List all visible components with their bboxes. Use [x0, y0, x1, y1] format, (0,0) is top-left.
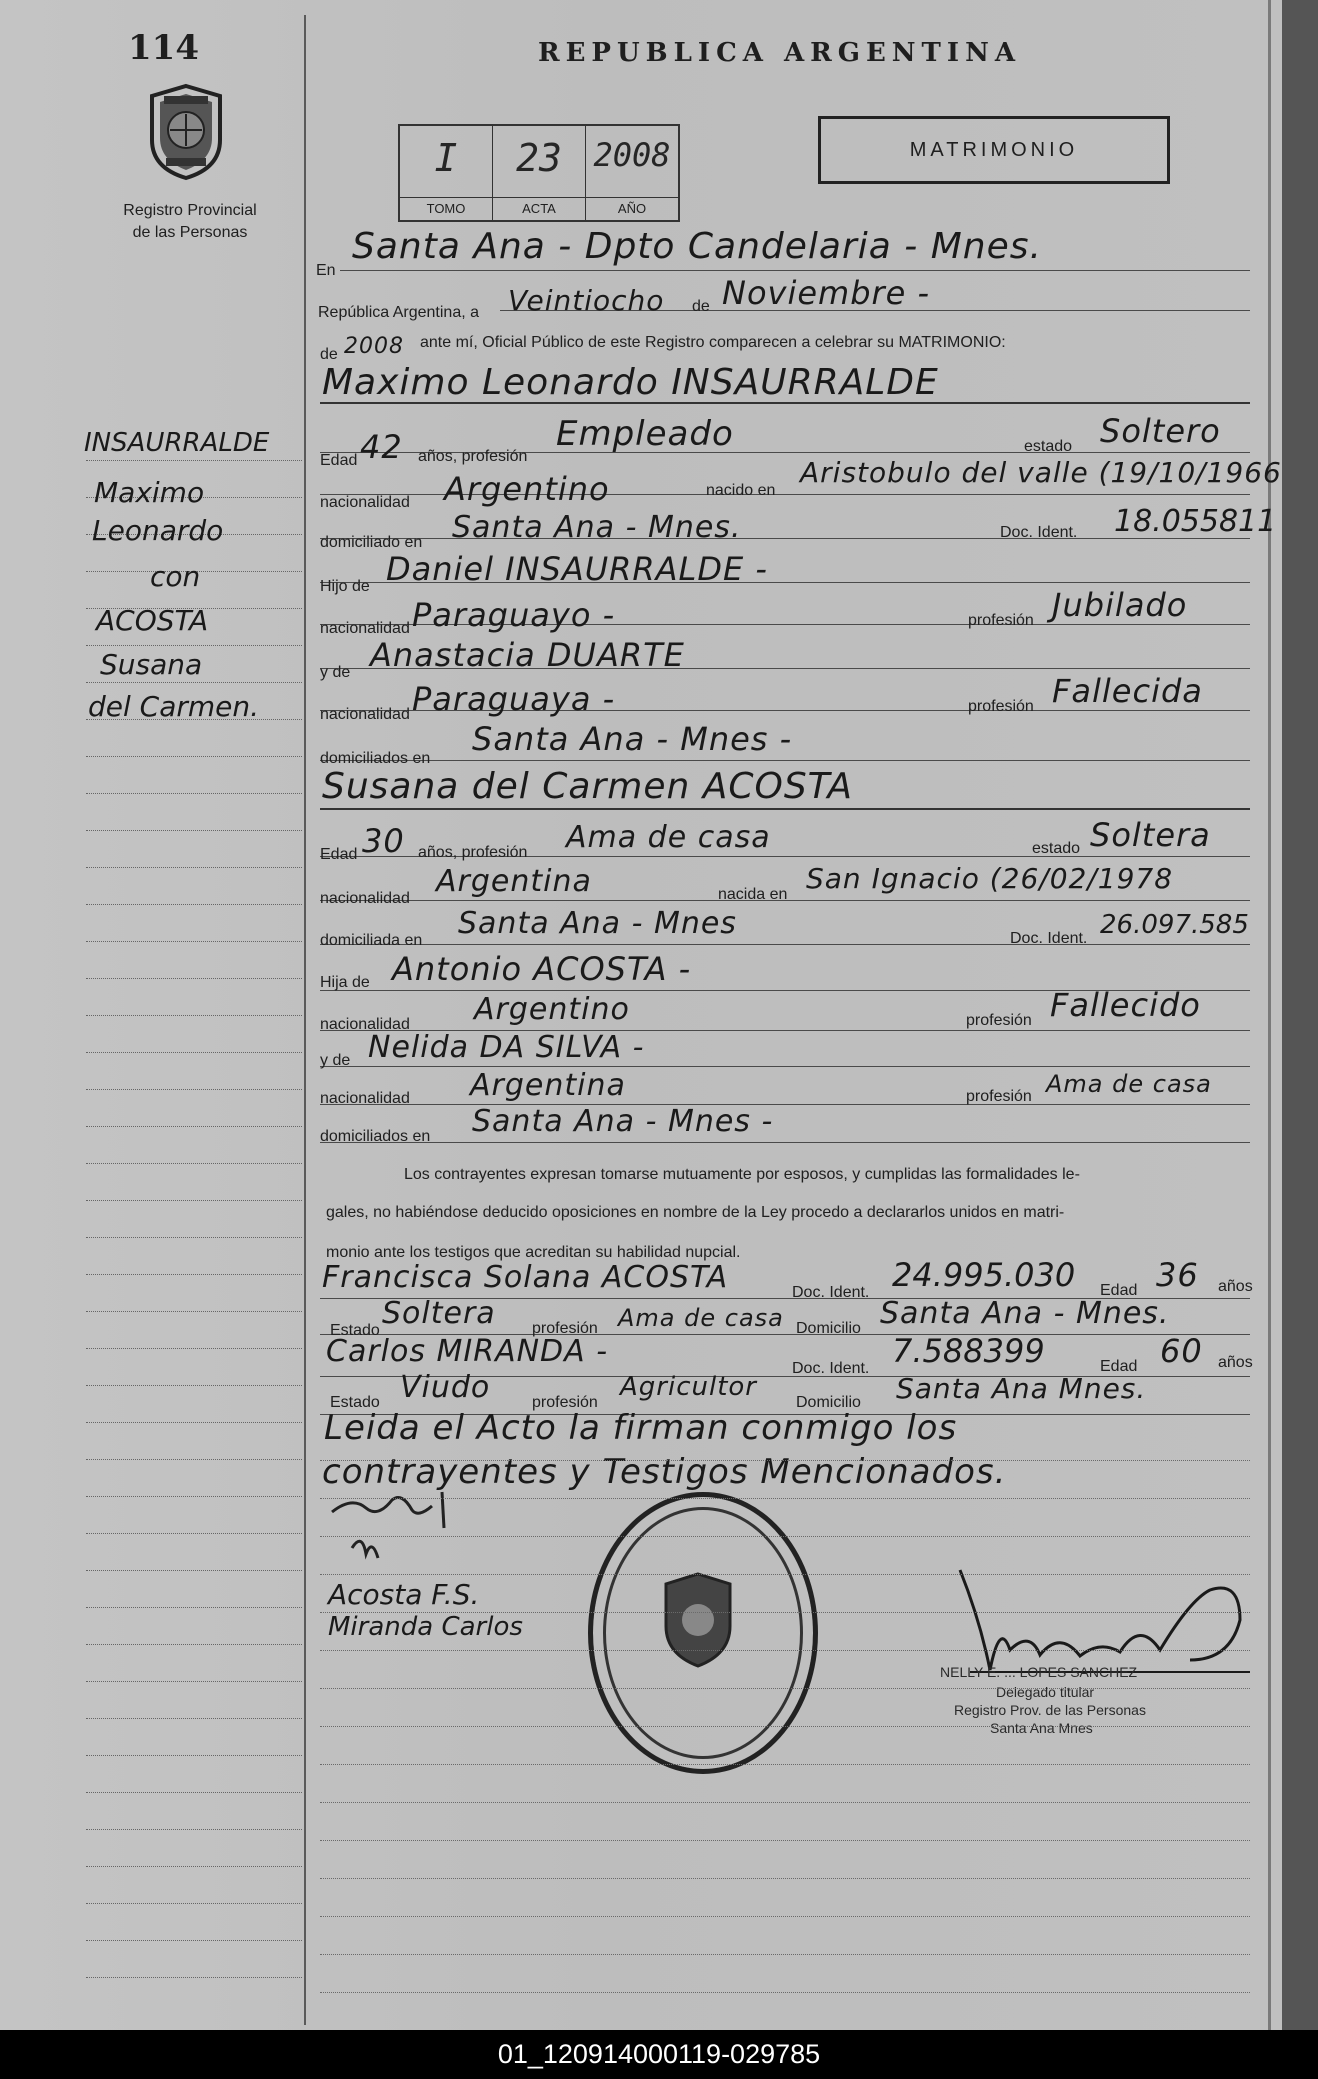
margin-rule — [86, 756, 302, 757]
groom-father-label: Hijo de — [320, 578, 370, 595]
declaration-line-2: gales, no habiéndose deducido oposiciones en nombre de la Ley procedo a declararlos unidos en matri- — [326, 1204, 1065, 1221]
groom-domicile: Santa Ana - Mnes. — [452, 510, 742, 545]
groom-parents-dom-label: domiciliados en — [320, 750, 431, 767]
official-office: Registro Prov. de las Personas — [954, 1702, 1146, 1718]
registry-name: Registro Provincial de las Personas — [123, 202, 257, 241]
margin-rule — [86, 1570, 302, 1571]
signature-acosta: Acosta F.S. — [328, 1578, 480, 1611]
signature-miranda: Miranda Carlos — [328, 1612, 523, 1642]
margin-rule — [86, 867, 302, 868]
acta-box: 23 ACTA — [493, 126, 586, 220]
groom-doc-label: Doc. Ident. — [1000, 524, 1078, 541]
margin-name1: Maximo — [94, 476, 205, 509]
rule-place — [340, 270, 1250, 271]
margin-rule — [86, 1607, 302, 1608]
witness1-doc-label: Doc. Ident. — [792, 1284, 870, 1301]
bride-father-label: Hija de — [320, 974, 370, 991]
margin-rule — [86, 1200, 302, 1201]
witness1-doc: 24.995.030 — [892, 1256, 1076, 1294]
margin-rule — [86, 1126, 302, 1127]
witness2-prof-label: profesión — [532, 1394, 598, 1411]
body-rule — [320, 1536, 1250, 1537]
witness2-doc-label: Doc. Ident. — [792, 1360, 870, 1377]
bride-father: Antonio ACOSTA - — [392, 950, 692, 988]
year-box: 2008 AÑO — [586, 126, 678, 220]
body-rule — [320, 1460, 1250, 1461]
day-value: Veintiocho — [508, 284, 665, 317]
page-edge-line — [1268, 0, 1271, 2030]
body-rule — [320, 1612, 1250, 1613]
groom-father: Daniel INSAURRALDE - — [386, 550, 768, 588]
margin-rule — [86, 1163, 302, 1164]
margin-surname: INSAURRALDE — [84, 428, 270, 458]
margin-rule — [86, 1829, 302, 1830]
bride-estado-label: estado — [1032, 840, 1081, 857]
rule-16 — [320, 1142, 1250, 1143]
groom-father-prof-label: profesión — [968, 612, 1034, 629]
groom-father-nac-label: nacionalidad — [320, 620, 410, 637]
place-value: Santa Ana - Dpto Candelaria - Mnes. — [352, 226, 1042, 267]
misiones-emblem-icon — [144, 82, 228, 182]
groom-parents-dom: Santa Ana - Mnes - — [472, 720, 793, 758]
margin-rule — [86, 1903, 302, 1904]
closing-line-1: Leida el Acto la firman conmigo los — [324, 1408, 958, 1448]
witness1-estado-label: Estado — [330, 1322, 380, 1339]
month-value: Noviembre - — [722, 274, 931, 312]
tomo-box: I TOMO — [400, 126, 493, 220]
margin-rule — [86, 941, 302, 942]
witness1-estado: Soltera — [382, 1296, 496, 1331]
rule-11 — [320, 944, 1250, 945]
bride-nac-label: nacionalidad — [320, 890, 410, 907]
margin-con: con — [150, 560, 201, 593]
rule-8 — [320, 760, 1250, 761]
margin-rule — [86, 1385, 302, 1386]
bride-mother-prof-label: profesión — [966, 1088, 1032, 1105]
bride-birthplace: San Ignacio (26/02/1978 — [806, 862, 1174, 895]
bride-profession: Ama de casa — [566, 820, 771, 855]
body-rule — [320, 1916, 1250, 1917]
date-label: República Argentina, a — [318, 304, 479, 321]
bride-father-nac: Argentino — [474, 992, 630, 1027]
margin-name4: del Carmen. — [88, 690, 260, 723]
groom-dom-label: domiciliado en — [320, 534, 423, 551]
groom-birthplace: Aristobulo del valle (19/10/1966 — [800, 456, 1282, 489]
document-id-bar: 01_120914000119-029785 — [0, 2030, 1318, 2079]
groom-nac-label: nacionalidad — [320, 494, 410, 511]
rule-15 — [320, 1104, 1250, 1105]
groom-doc: 18.055811 — [1114, 504, 1277, 539]
witness2-doc: 7.588399 — [892, 1332, 1045, 1370]
witness1-prof-label: profesión — [532, 1320, 598, 1337]
bride-anos-label: años, profesión — [418, 844, 528, 861]
groom-born-label: nacido en — [706, 482, 776, 499]
witness1-anos-label: años — [1218, 1278, 1253, 1295]
bride-mother: Nelida DA SILVA - — [368, 1030, 645, 1065]
margin-name2: Leonardo — [92, 514, 224, 547]
record-id-boxes — [398, 124, 680, 222]
body-rule — [320, 1878, 1250, 1879]
bride-domicile: Santa Ana - Mnes — [458, 906, 737, 941]
witness2-dom-label: Domicilio — [796, 1394, 861, 1411]
margin-divider — [304, 15, 306, 2025]
body-rule — [320, 1650, 1250, 1651]
seal-emblem-icon — [660, 1570, 736, 1670]
body-rule — [320, 1840, 1250, 1841]
groom-estado-label: estado — [1024, 438, 1073, 455]
body-rule — [320, 1992, 1250, 1993]
witness2-name: Carlos MIRANDA - — [326, 1334, 609, 1369]
bride-doc: 26.097.585 — [1100, 910, 1249, 940]
witness2-profession: Agricultor — [620, 1372, 757, 1402]
record-type-box: MATRIMONIO — [818, 116, 1170, 184]
body-rule — [320, 1802, 1250, 1803]
groom-mother-prof-label: profesión — [968, 698, 1034, 715]
margin-rule — [86, 1274, 302, 1275]
groom-mother-prof: Fallecida — [1052, 672, 1203, 710]
declaration-line-1: Los contrayentes expresan tomarse mutuamente por esposos, y cumplidas las formalidades le- — [404, 1166, 1080, 1183]
margin-rule — [86, 645, 302, 646]
body-rule — [320, 1688, 1250, 1689]
body-rule — [320, 1764, 1250, 1765]
bride-mother-nac: Argentina — [470, 1068, 626, 1103]
groom-nationality: Argentino — [444, 470, 610, 508]
witness2-estado-label: Estado — [330, 1394, 380, 1411]
year-prefix: de — [320, 346, 338, 363]
bride-doc-label: Doc. Ident. — [1010, 930, 1088, 947]
margin-rule — [86, 1940, 302, 1941]
groom-age: 42 — [360, 428, 403, 466]
margin-rule — [86, 1015, 302, 1016]
witness2-domicile: Santa Ana Mnes. — [896, 1372, 1147, 1405]
bride-age: 30 — [362, 822, 405, 860]
groom-mother-nac: Paraguaya - — [412, 680, 616, 718]
groom-estado: Soltero — [1100, 412, 1221, 450]
margin-rule — [86, 1348, 302, 1349]
intro-text: ante mí, Oficial Público de este Registro comparecen a celebrar su MATRIMONIO: — [420, 334, 1006, 351]
groom-profession: Empleado — [556, 414, 734, 454]
bride-mother-prof: Ama de casa — [1046, 1070, 1212, 1098]
page-edge — [1282, 0, 1318, 2030]
margin-rule — [86, 1459, 302, 1460]
bride-name: Susana del Carmen ACOSTA — [322, 766, 853, 807]
bride-age-label: Edad — [320, 846, 358, 863]
groom-father-prof: Jubilado — [1052, 586, 1188, 624]
de-label: de — [692, 298, 710, 315]
witness2-age-label: Edad — [1100, 1358, 1138, 1375]
groom-name: Maximo Leonardo INSAURRALDE — [322, 362, 939, 403]
bride-father-prof: Fallecido — [1050, 986, 1201, 1024]
margin-rule — [86, 1311, 302, 1312]
margin-rule — [86, 1089, 302, 1090]
groom-father-nac: Paraguayo - — [412, 596, 616, 634]
bride-parents-dom-label: domiciliados en — [320, 1128, 431, 1145]
witness1-dom-label: Domicilio — [796, 1320, 861, 1337]
margin-rule — [86, 682, 302, 683]
official-location: Santa Ana Mnes — [990, 1720, 1093, 1736]
witness1-domicile: Santa Ana - Mnes. — [880, 1296, 1170, 1331]
body-rule — [320, 1726, 1250, 1727]
witness1-age-label: Edad — [1100, 1282, 1138, 1299]
bride-parents-dom: Santa Ana - Mnes - — [472, 1104, 774, 1139]
groom-mother-label: y de — [320, 664, 351, 681]
margin-rule — [86, 1644, 302, 1645]
groom-age-label: Edad — [320, 452, 358, 469]
margin-rule — [86, 1422, 302, 1423]
margin-rule — [86, 1533, 302, 1534]
official-name: NELLY E. ... LOPES SANCHEZ — [940, 1664, 1138, 1680]
witness1-profession: Ama de casa — [618, 1304, 784, 1332]
bride-mother-nac-label: nacionalidad — [320, 1090, 410, 1107]
margin-rule — [86, 978, 302, 979]
rule-14 — [320, 1066, 1250, 1067]
closing-line-2: contrayentes y Testigos Mencionados. — [322, 1452, 1007, 1492]
bride-mother-label: y de — [320, 1052, 351, 1069]
margin-rule — [86, 1792, 302, 1793]
margin-name3: Susana — [100, 648, 203, 681]
margin-rule — [86, 1681, 302, 1682]
margin-rule — [86, 904, 302, 905]
year-value: 2008 — [344, 334, 404, 359]
margin-rule — [86, 1718, 302, 1719]
margin-rule — [86, 460, 302, 461]
margin-rule — [86, 1977, 302, 1978]
body-rule — [320, 1498, 1250, 1499]
margin-rule — [86, 1052, 302, 1053]
body-rule — [320, 1574, 1250, 1575]
groom-mother-nac-label: nacionalidad — [320, 706, 410, 723]
official-title: Delegado titular — [996, 1684, 1095, 1700]
body-rule — [320, 1954, 1250, 1955]
witness1-age: 36 — [1156, 1256, 1199, 1294]
margin-rule — [86, 1496, 302, 1497]
country-title: REPUBLICA ARGENTINA — [538, 38, 1022, 68]
contrayente-signature-icon — [322, 1488, 482, 1588]
bride-born-label: nacida en — [718, 886, 788, 903]
bride-estado: Soltera — [1090, 816, 1211, 854]
groom-mother: Anastacia DUARTE — [370, 636, 685, 674]
place-label: En — [316, 262, 336, 279]
margin-rule — [86, 1755, 302, 1756]
witness2-anos-label: años — [1218, 1354, 1253, 1371]
bride-father-prof-label: profesión — [966, 1012, 1032, 1029]
bride-father-nac-label: nacionalidad — [320, 1016, 410, 1033]
margin-rule — [86, 830, 302, 831]
witness1-name: Francisca Solana ACOSTA — [322, 1260, 729, 1295]
margin-rule — [86, 793, 302, 794]
rule-bride-name — [320, 808, 1250, 810]
bride-nationality: Argentina — [436, 864, 592, 899]
margin-rule — [86, 1237, 302, 1238]
margin-rule — [86, 1866, 302, 1867]
groom-anos-label: años, profesión — [418, 448, 528, 465]
folio-number: 114 — [128, 28, 199, 68]
bride-dom-label: domiciliada en — [320, 932, 423, 949]
margin-surname2: ACOSTA — [96, 604, 209, 637]
witness2-estado: Viudo — [400, 1370, 491, 1405]
witness2-age: 60 — [1160, 1332, 1203, 1370]
declaration-line-3: monio ante los testigos que acreditan su habilidad nupcial. — [326, 1244, 741, 1261]
